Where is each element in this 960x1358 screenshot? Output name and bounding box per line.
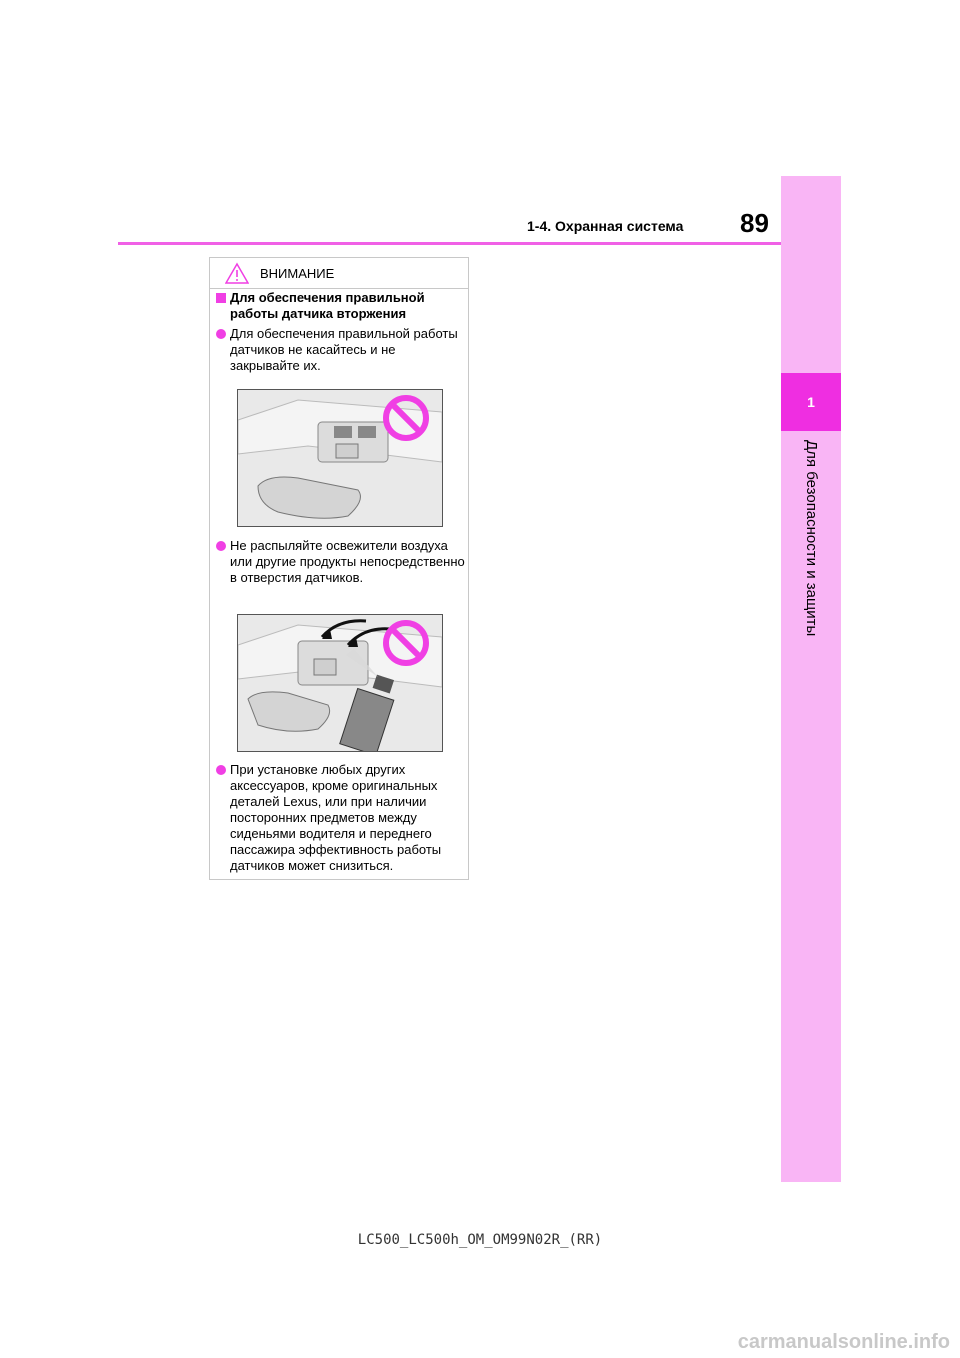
chapter-title: Для безопасности и защиты	[803, 440, 820, 637]
bullet-item: Не распыляйте освежители воздуха или другие продукты непосредственно в отверстия датчиков.	[216, 538, 466, 586]
page-number: 89	[740, 208, 769, 238]
chapter-title-vertical	[781, 440, 841, 640]
round-bullet-icon	[216, 329, 226, 339]
bullet-item: Для обеспечения правильной работы датчиков не касайтесь и не закрывайте их.	[216, 326, 466, 374]
bullet-item: При установке любых других аксессуаров, кроме оригинальных деталей Lexus, или при наличии посторонних предметов между сиденьями водителя и переднего пассажира эффективность работы датчиков может снизиться.	[216, 762, 466, 874]
caution-heading: Для обеспечения правильной работы датчика вторжения	[216, 290, 464, 322]
section-title: 1-4. Охранная система	[527, 218, 684, 234]
sidebar-tab	[781, 176, 841, 1182]
round-bullet-icon	[216, 541, 226, 551]
warning-triangle-icon	[225, 262, 249, 284]
round-bullet-icon	[216, 765, 226, 775]
square-bullet-icon	[216, 293, 226, 303]
watermark: carmanualsonline.info	[737, 1331, 950, 1353]
caution-header	[210, 258, 468, 289]
spray-warning-illustration	[237, 614, 443, 752]
header-rule	[118, 242, 781, 245]
caution-box	[209, 257, 469, 880]
sensor-touch-illustration	[237, 389, 443, 527]
caution-label: ВНИМАНИЕ	[260, 266, 335, 281]
chapter-number: 1	[781, 373, 841, 431]
document-code: LC500_LC500h_OM_OM99N02R_(RR)	[357, 1232, 603, 1248]
